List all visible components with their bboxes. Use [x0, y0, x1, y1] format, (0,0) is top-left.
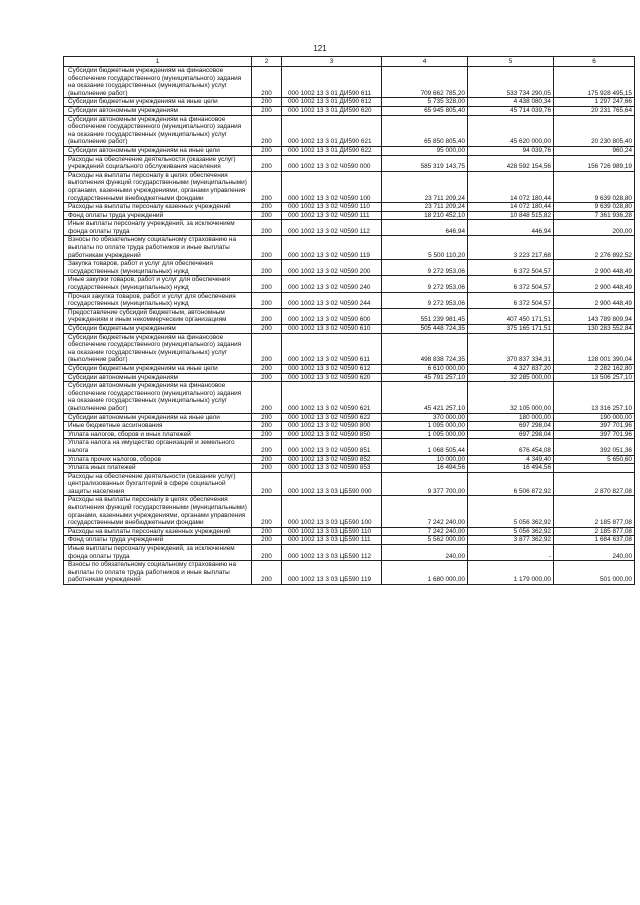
row-executed: 14 072 180,44 — [468, 171, 554, 202]
row-approved: 9 377 700,00 — [382, 472, 468, 496]
table-row — [64, 171, 635, 202]
row-budget-code: 000 1002 13 3 02 Ч0590 200 — [282, 260, 382, 276]
row-name: Субсидии автономным учреждениям на иные цели — [64, 146, 252, 155]
row-name: Субсидии бюджетным учреждениям на иные цели — [64, 98, 252, 107]
row-approved: 1 095 000,00 — [382, 430, 468, 439]
row-executed: 4 327 837,20 — [468, 364, 554, 373]
table-row — [64, 203, 635, 212]
row-unexecuted: 501 000,00 — [554, 561, 635, 585]
row-line-code: 200 — [252, 308, 282, 324]
row-unexecuted: 240,00 — [554, 545, 635, 561]
row-name: Субсидии автономным учреждениям на финансовое обеспечение государственного (муниципального) задания на оказание государственных (муниципальных) услуг (выполнение работ) — [64, 115, 252, 146]
row-budget-code: 000 1002 13 3 02 Ч0590 100 — [282, 171, 382, 202]
row-approved: 65 850 805,40 — [382, 115, 468, 146]
row-line-code: 200 — [252, 561, 282, 585]
row-line-code: 200 — [252, 455, 282, 464]
row-unexecuted: 9 639 028,80 — [554, 203, 635, 212]
row-name: Уплата налога на имущество организаций и земельного налога — [64, 439, 252, 455]
row-executed: 5 056 362,92 — [468, 496, 554, 527]
row-budget-code: 000 1002 13 3 02 Ч0590 112 — [282, 220, 382, 236]
row-unexecuted: 143 789 809,94 — [554, 308, 635, 324]
row-budget-code: 000 1002 13 3 02 Ч0590 612 — [282, 364, 382, 373]
row-line-code: 200 — [252, 545, 282, 561]
row-line-code: 200 — [252, 67, 282, 98]
row-executed: 676 454,08 — [468, 439, 554, 455]
table-row — [64, 464, 635, 473]
row-line-code: 200 — [252, 211, 282, 220]
page-number: 121 — [313, 44, 327, 53]
row-budget-code: 000 1002 13 3 02 Ч0590 621 — [282, 382, 382, 413]
row-name: Субсидии автономным учреждениям на финансовое обеспечение государственного (муниципального) задания на оказание государственных (муниципальных) услуг (выполнение работ) — [64, 382, 252, 413]
row-executed: 446,94 — [468, 220, 554, 236]
table-header — [64, 57, 635, 67]
row-approved: 5 562 000,00 — [382, 536, 468, 545]
row-executed: 6 372 504,57 — [468, 276, 554, 292]
table-row — [64, 106, 635, 115]
row-executed: 5 056 362,92 — [468, 527, 554, 536]
row-line-code: 200 — [252, 439, 282, 455]
row-line-code: 200 — [252, 496, 282, 527]
row-line-code: 200 — [252, 430, 282, 439]
row-executed: 6 372 504,57 — [468, 260, 554, 276]
row-line-code: 200 — [252, 333, 282, 364]
row-line-code: 200 — [252, 325, 282, 334]
row-budget-code: 000 1002 13 3 01 ДИ590 611 — [282, 67, 382, 98]
table-row — [64, 146, 635, 155]
row-executed: 94 039,76 — [468, 146, 554, 155]
row-executed: 16 494,56 — [468, 464, 554, 473]
row-unexecuted: 2 185 877,08 — [554, 496, 635, 527]
row-unexecuted: 5 650,60 — [554, 455, 635, 464]
row-line-code: 200 — [252, 464, 282, 473]
row-approved: 16 494,56 — [382, 464, 468, 473]
row-approved: 10 000,00 — [382, 455, 468, 464]
row-approved: 65 945 805,40 — [382, 106, 468, 115]
row-budget-code: 000 1002 13 3 02 Ч0590 620 — [282, 373, 382, 382]
row-line-code: 200 — [252, 115, 282, 146]
table-row — [64, 333, 635, 364]
row-budget-code: 000 1002 13 3 03 ЦБ590 110 — [282, 527, 382, 536]
table-row — [64, 155, 635, 171]
row-approved: 95 000,00 — [382, 146, 468, 155]
row-executed: 45 714 039,76 — [468, 106, 554, 115]
table-row — [64, 545, 635, 561]
row-line-code: 200 — [252, 527, 282, 536]
row-approved: 6 610 000,00 — [382, 364, 468, 373]
row-line-code: 200 — [252, 203, 282, 212]
row-name: Субсидии автономным учреждениям — [64, 373, 252, 382]
row-executed: 10 848 515,82 — [468, 211, 554, 220]
row-budget-code: 000 1002 13 3 02 Ч0590 000 — [282, 155, 382, 171]
row-budget-code: 000 1002 13 3 03 ЦБ590 111 — [282, 536, 382, 545]
row-unexecuted: 1 297 247,66 — [554, 98, 635, 107]
row-budget-code: 000 1002 13 3 02 Ч0590 853 — [282, 464, 382, 473]
table-row — [64, 260, 635, 276]
row-executed: 375 165 171,51 — [468, 325, 554, 334]
row-name: Уплата иных платежей — [64, 464, 252, 473]
row-executed: 6 506 872,92 — [468, 472, 554, 496]
row-unexecuted: 7 361 936,28 — [554, 211, 635, 220]
row-executed: 32 285 000,00 — [468, 373, 554, 382]
row-line-code: 200 — [252, 220, 282, 236]
row-name: Фонд оплаты труда учреждений — [64, 211, 252, 220]
row-approved: 45 421 257,10 — [382, 382, 468, 413]
row-approved: 9 272 953,06 — [382, 260, 468, 276]
row-approved: 1 095 000,00 — [382, 422, 468, 431]
row-budget-code: 000 1002 13 3 03 ЦБ590 000 — [282, 472, 382, 496]
row-name: Уплата прочих налогов, сборов — [64, 455, 252, 464]
row-name: Расходы на обеспечение деятельности (оказание услуг) учреждений социального обслуживания населения — [64, 155, 252, 171]
table-row — [64, 236, 635, 260]
row-budget-code: 000 1002 13 3 01 ДИ590 622 — [282, 146, 382, 155]
table-row — [64, 422, 635, 431]
row-approved: 9 272 953,06 — [382, 276, 468, 292]
row-approved: 240,00 — [382, 545, 468, 561]
row-unexecuted: 397 701,96 — [554, 430, 635, 439]
row-name: Взносы по обязательному социальному страхованию на выплаты по оплате труда работников и иные выплаты работникам учреждений — [64, 236, 252, 260]
row-line-code: 200 — [252, 422, 282, 431]
row-line-code: 200 — [252, 536, 282, 545]
table-body — [64, 67, 635, 585]
row-budget-code: 000 1002 13 3 02 Ч0590 119 — [282, 236, 382, 260]
header-col-4: 4 — [382, 57, 468, 67]
table-row — [64, 455, 635, 464]
row-line-code: 200 — [252, 236, 282, 260]
row-executed: 14 072 180,44 — [468, 203, 554, 212]
row-approved: 18 210 452,10 — [382, 211, 468, 220]
row-approved: 585 319 143,75 — [382, 155, 468, 171]
table-row — [64, 98, 635, 107]
table-row — [64, 561, 635, 585]
header-col-6: 6 — [554, 57, 635, 67]
row-budget-code: 000 1002 13 3 02 Ч0590 110 — [282, 203, 382, 212]
row-executed: 180 000,00 — [468, 413, 554, 422]
row-line-code: 200 — [252, 106, 282, 115]
row-name: Иные выплаты персоналу учреждений, за исключением фонда оплаты труда — [64, 545, 252, 561]
row-unexecuted: 20 230 805,40 — [554, 115, 635, 146]
row-name: Расходы на выплаты персоналу в целях обеспечения выполнения функций государственными (муниципальными) органами, казенными учреждениями, органами управления государственными внебюджетными фондами — [64, 171, 252, 202]
row-unexecuted: 200,00 — [554, 220, 635, 236]
budget-table — [63, 56, 635, 585]
row-unexecuted: 2 900 448,49 — [554, 276, 635, 292]
table-row — [64, 115, 635, 146]
row-approved: 7 242 240,00 — [382, 527, 468, 536]
row-name: Расходы на выплаты персоналу в целях обеспечения выполнения функций государственными (муниципальными) органами, казенными учреждениями, органами управления государственными внебюджетными фондами — [64, 496, 252, 527]
table-row — [64, 472, 635, 496]
row-unexecuted: 397 701,96 — [554, 422, 635, 431]
row-unexecuted: 156 726 989,19 — [554, 155, 635, 171]
row-approved: 7 242 240,00 — [382, 496, 468, 527]
row-executed: 370 837 334,31 — [468, 333, 554, 364]
header-col-5: 5 — [468, 57, 554, 67]
row-executed: 45 620 000,00 — [468, 115, 554, 146]
row-executed: 4 438 080,34 — [468, 98, 554, 107]
row-line-code: 200 — [252, 146, 282, 155]
row-unexecuted: 960,24 — [554, 146, 635, 155]
row-line-code: 200 — [252, 292, 282, 308]
row-name: Предоставление субсидий бюджетным, автономным учреждениям и иным некоммерческим организациям — [64, 308, 252, 324]
row-executed: - — [468, 545, 554, 561]
table-row — [64, 430, 635, 439]
row-name: Уплата налогов, сборов и иных платежей — [64, 430, 252, 439]
row-unexecuted: 9 639 028,80 — [554, 171, 635, 202]
row-approved: 646,94 — [382, 220, 468, 236]
table-row — [64, 496, 635, 527]
row-name: Расходы на выплаты персоналу казенных учреждений — [64, 527, 252, 536]
row-executed: 3 223 217,68 — [468, 236, 554, 260]
row-budget-code: 000 1002 13 3 03 ЦБ590 100 — [282, 496, 382, 527]
row-budget-code: 000 1002 13 3 02 Ч0590 800 — [282, 422, 382, 431]
row-unexecuted: 392 051,36 — [554, 439, 635, 455]
table-row — [64, 67, 635, 98]
row-approved: 45 791 257,10 — [382, 373, 468, 382]
row-line-code: 200 — [252, 260, 282, 276]
row-name: Расходы на выплаты персоналу казенных учреждений — [64, 203, 252, 212]
row-line-code: 200 — [252, 171, 282, 202]
row-line-code: 200 — [252, 98, 282, 107]
row-executed: 697 298,04 — [468, 430, 554, 439]
row-line-code: 200 — [252, 382, 282, 413]
row-approved: 498 838 724,35 — [382, 333, 468, 364]
row-executed: 6 372 504,57 — [468, 292, 554, 308]
row-unexecuted: 2 276 892,52 — [554, 236, 635, 260]
row-unexecuted: 20 231 765,64 — [554, 106, 635, 115]
row-line-code: 200 — [252, 373, 282, 382]
row-budget-code: 000 1002 13 3 02 Ч0590 244 — [282, 292, 382, 308]
row-budget-code: 000 1002 13 3 02 Ч0590 600 — [282, 308, 382, 324]
row-budget-code: 000 1002 13 3 02 Ч0590 111 — [282, 211, 382, 220]
row-unexecuted: 2 185 877,08 — [554, 527, 635, 536]
row-executed: 4 349,40 — [468, 455, 554, 464]
row-name: Субсидии бюджетным учреждениям на финансовое обеспечение государственного (муниципального) задания на оказание государственных (муниципальных) услуг (выполнение работ) — [64, 333, 252, 364]
header-col-1: 1 — [64, 57, 252, 67]
row-unexecuted: 2 282 162,80 — [554, 364, 635, 373]
row-executed: 407 450 171,51 — [468, 308, 554, 324]
row-unexecuted: 1 684 637,08 — [554, 536, 635, 545]
table-row — [64, 292, 635, 308]
row-approved: 505 448 724,35 — [382, 325, 468, 334]
row-name: Прочая закупка товаров, работ и услуг для обеспечения государственных (муниципальных) нужд — [64, 292, 252, 308]
row-name: Иные бюджетные ассигнования — [64, 422, 252, 431]
table-row — [64, 536, 635, 545]
row-name: Субсидии бюджетным учреждениям — [64, 325, 252, 334]
row-name: Субсидии автономным учреждениям на иные цели — [64, 413, 252, 422]
row-name: Закупка товаров, работ и услуг для обеспечения государственных (муниципальных) нужд — [64, 260, 252, 276]
table-row — [64, 220, 635, 236]
row-name: Взносы по обязательному социальному страхованию на выплаты по оплате труда работников и иные выплаты работникам учреждений — [64, 561, 252, 585]
row-name: Субсидии бюджетным учреждениям на иные цели — [64, 364, 252, 373]
row-approved: 5 735 328,00 — [382, 98, 468, 107]
table-row — [64, 373, 635, 382]
row-line-code: 200 — [252, 155, 282, 171]
row-budget-code: 000 1002 13 3 02 Ч0590 240 — [282, 276, 382, 292]
row-budget-code: 000 1002 13 3 01 ДИ590 620 — [282, 106, 382, 115]
row-unexecuted: 190 000,00 — [554, 413, 635, 422]
row-executed: 697 298,04 — [468, 422, 554, 431]
row-line-code: 200 — [252, 276, 282, 292]
row-executed: 533 734 290,05 — [468, 67, 554, 98]
row-unexecuted: 13 316 257,10 — [554, 382, 635, 413]
row-unexecuted: 2 900 448,49 — [554, 260, 635, 276]
row-approved: 9 272 953,06 — [382, 292, 468, 308]
row-unexecuted: 2 870 827,08 — [554, 472, 635, 496]
row-name: Фонд оплаты труда учреждений — [64, 536, 252, 545]
row-approved: 1 680 000,00 — [382, 561, 468, 585]
row-unexecuted: 128 001 390,04 — [554, 333, 635, 364]
row-executed: 428 592 154,56 — [468, 155, 554, 171]
row-approved: 23 711 209,24 — [382, 203, 468, 212]
row-line-code: 200 — [252, 364, 282, 373]
row-line-code: 200 — [252, 413, 282, 422]
row-name: Расходы на обеспечение деятельности (оказание услуг) централизованных бухгалтерий в сфере социальной защиты населения — [64, 472, 252, 496]
table-row — [64, 308, 635, 324]
table-row — [64, 276, 635, 292]
table-row — [64, 527, 635, 536]
row-executed: 3 877 362,92 — [468, 536, 554, 545]
row-budget-code: 000 1002 13 3 02 Ч0590 850 — [282, 430, 382, 439]
row-approved: 23 711 209,24 — [382, 171, 468, 202]
row-approved: 551 239 981,45 — [382, 308, 468, 324]
row-executed: 32 105 000,00 — [468, 382, 554, 413]
row-budget-code: 000 1002 13 3 02 Ч0590 611 — [282, 333, 382, 364]
row-unexecuted: 13 506 257,10 — [554, 373, 635, 382]
row-approved: 709 662 785,20 — [382, 67, 468, 98]
table-row — [64, 211, 635, 220]
row-name: Субсидии автономным учреждениям — [64, 106, 252, 115]
row-name: Иные выплаты персоналу учреждений, за исключением фонда оплаты труда — [64, 220, 252, 236]
table-row — [64, 413, 635, 422]
table-row — [64, 382, 635, 413]
row-approved: 5 500 110,20 — [382, 236, 468, 260]
row-budget-code: 000 1002 13 3 01 ДИ590 612 — [282, 98, 382, 107]
row-budget-code: 000 1002 13 3 02 Ч0590 610 — [282, 325, 382, 334]
row-approved: 1 068 505,44 — [382, 439, 468, 455]
table-row — [64, 364, 635, 373]
row-unexecuted: 175 928 495,15 — [554, 67, 635, 98]
header-col-3: 3 — [282, 57, 382, 67]
row-unexecuted: 2 900 448,49 — [554, 292, 635, 308]
row-name: Субсидии бюджетным учреждениям на финансовое обеспечение государственного (муниципального) задания на оказание государственных (муниципальных) услуг (выполнение работ) — [64, 67, 252, 98]
row-name: Иные закупки товаров, работ и услуг для обеспечения государственных (муниципальных) нужд — [64, 276, 252, 292]
table-row — [64, 325, 635, 334]
row-budget-code: 000 1002 13 3 03 ЦБ590 112 — [282, 545, 382, 561]
header-col-2: 2 — [252, 57, 282, 67]
row-line-code: 200 — [252, 472, 282, 496]
row-approved: 370 000,00 — [382, 413, 468, 422]
row-unexecuted: 130 283 552,84 — [554, 325, 635, 334]
row-budget-code: 000 1002 13 3 02 Ч0590 852 — [282, 455, 382, 464]
row-unexecuted — [554, 464, 635, 473]
row-budget-code: 000 1002 13 3 02 Ч0590 851 — [282, 439, 382, 455]
table-row — [64, 439, 635, 455]
row-budget-code: 000 1002 13 3 03 ЦБ590 119 — [282, 561, 382, 585]
row-budget-code: 000 1002 13 3 02 Ч0590 622 — [282, 413, 382, 422]
row-budget-code: 000 1002 13 3 01 ДИ590 621 — [282, 115, 382, 146]
row-executed: 1 179 000,00 — [468, 561, 554, 585]
